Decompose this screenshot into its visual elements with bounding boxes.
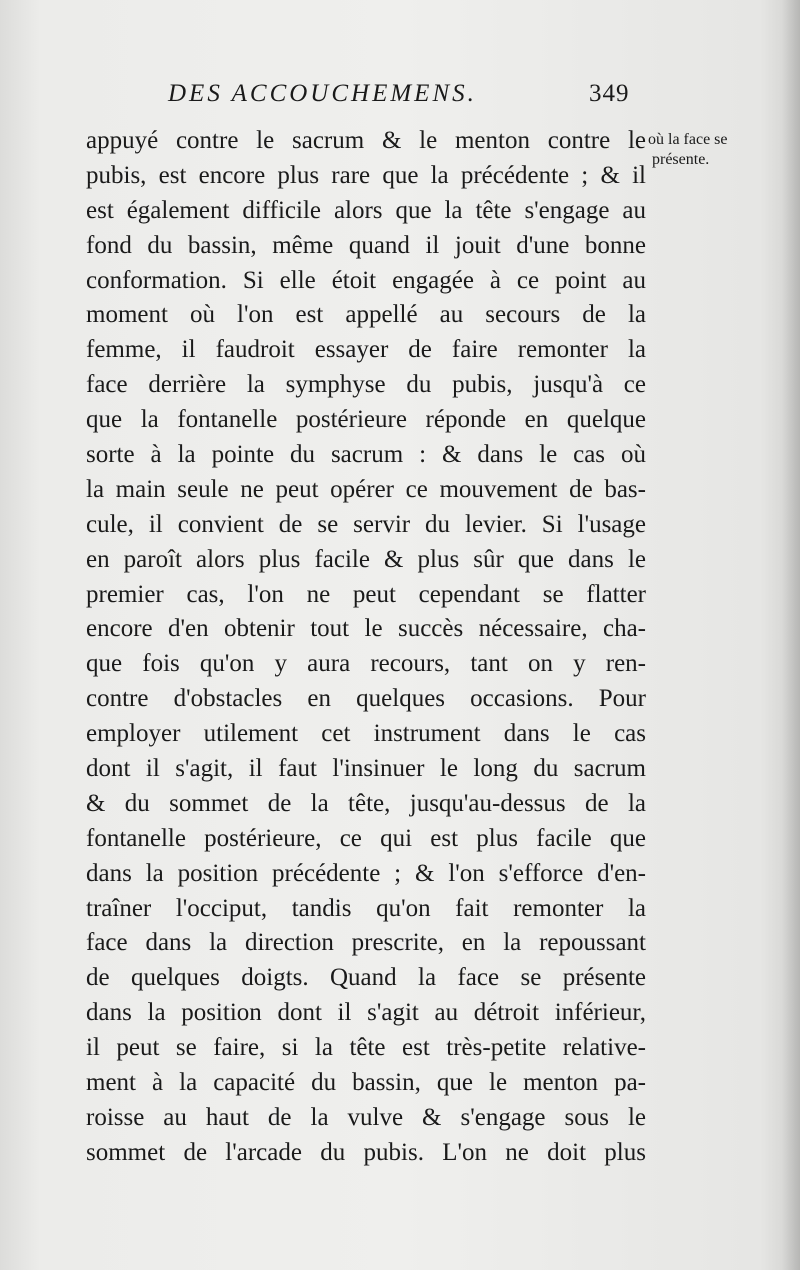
text-line: de quelques doigts. Quand la face se présente	[86, 964, 646, 992]
text-line: fond du bassin, même quand il jouit d'une bonne	[86, 231, 646, 259]
text-line: dans la position dont il s'agit au détroit inférieur,	[86, 999, 646, 1027]
text-line: face derrière la symphyse du pubis, jusqu'à ce	[86, 371, 646, 399]
text-line: ment à la capacité du bassin, que le menton pa-	[86, 1069, 646, 1097]
text-line: employer utilement cet instrument dans le cas	[86, 720, 646, 748]
text-line: est également difficile alors que la tête s'engage au	[86, 196, 646, 224]
text-line: dans la position précédente ; & l'on s'efforce d'en-	[86, 859, 646, 887]
margin-note-line: présente.	[652, 151, 710, 168]
text-line: traîner l'occiput, tandis qu'on fait remonter la	[86, 894, 646, 922]
text-line: que la fontanelle postérieure réponde en quelque	[86, 406, 646, 434]
text-line: il peut se faire, si la tête est très-petite relative-	[86, 1034, 646, 1062]
margin-note	[648, 130, 798, 170]
page-edge-shadow	[782, 0, 800, 1270]
text-line: premier cas, l'on ne peut cependant se flatter	[86, 580, 646, 608]
text-line: la main seule ne peut opérer ce mouvement de bas-	[86, 475, 646, 503]
text-line: moment où l'on est appellé au secours de la	[86, 301, 646, 329]
margin-note-line: où la face se	[648, 131, 728, 148]
text-line: sorte à la pointe du sacrum : & dans le cas où	[86, 441, 646, 469]
text-line: cule, il convient de se servir du levier. Si l'usage	[86, 510, 646, 538]
text-line: roisse au haut de la vulve & s'engage sous le	[86, 1103, 646, 1131]
text-line: que fois qu'on y aura recours, tant on y ren-	[86, 650, 646, 678]
text-line: appuyé contre le sacrum & le menton contre le	[86, 127, 646, 154]
text-line: contre d'obstacles en quelques occasions. Pour	[86, 685, 646, 713]
running-head	[168, 80, 648, 116]
text-line: en paroît alors plus facile & plus sûr que dans le	[86, 545, 646, 573]
body-text	[86, 124, 646, 1171]
text-line: conformation. Si elle étoit engagée à ce point au	[86, 266, 646, 294]
text-line: fontanelle postérieure, ce qui est plus facile que	[86, 824, 646, 852]
text-line: pubis, est encore plus rare que la précédente ; & il	[86, 161, 646, 189]
text-line: & du sommet de la tête, jusqu'au-dessus de la	[86, 789, 646, 817]
text-line: encore d'en obtenir tout le succès nécessaire, cha-	[86, 615, 646, 643]
page-number: 349	[589, 80, 630, 107]
running-head-title: DES ACCOUCHEMENS.	[168, 80, 477, 107]
text-line: dont il s'agit, il faut l'insinuer le long du sacrum	[86, 755, 646, 783]
text-line: femme, il faudroit essayer de faire remonter la	[86, 336, 646, 364]
text-line: face dans la direction prescrite, en la repoussant	[86, 929, 646, 957]
text-line: sommet de l'arcade du pubis. L'on ne doit plus	[86, 1138, 646, 1166]
